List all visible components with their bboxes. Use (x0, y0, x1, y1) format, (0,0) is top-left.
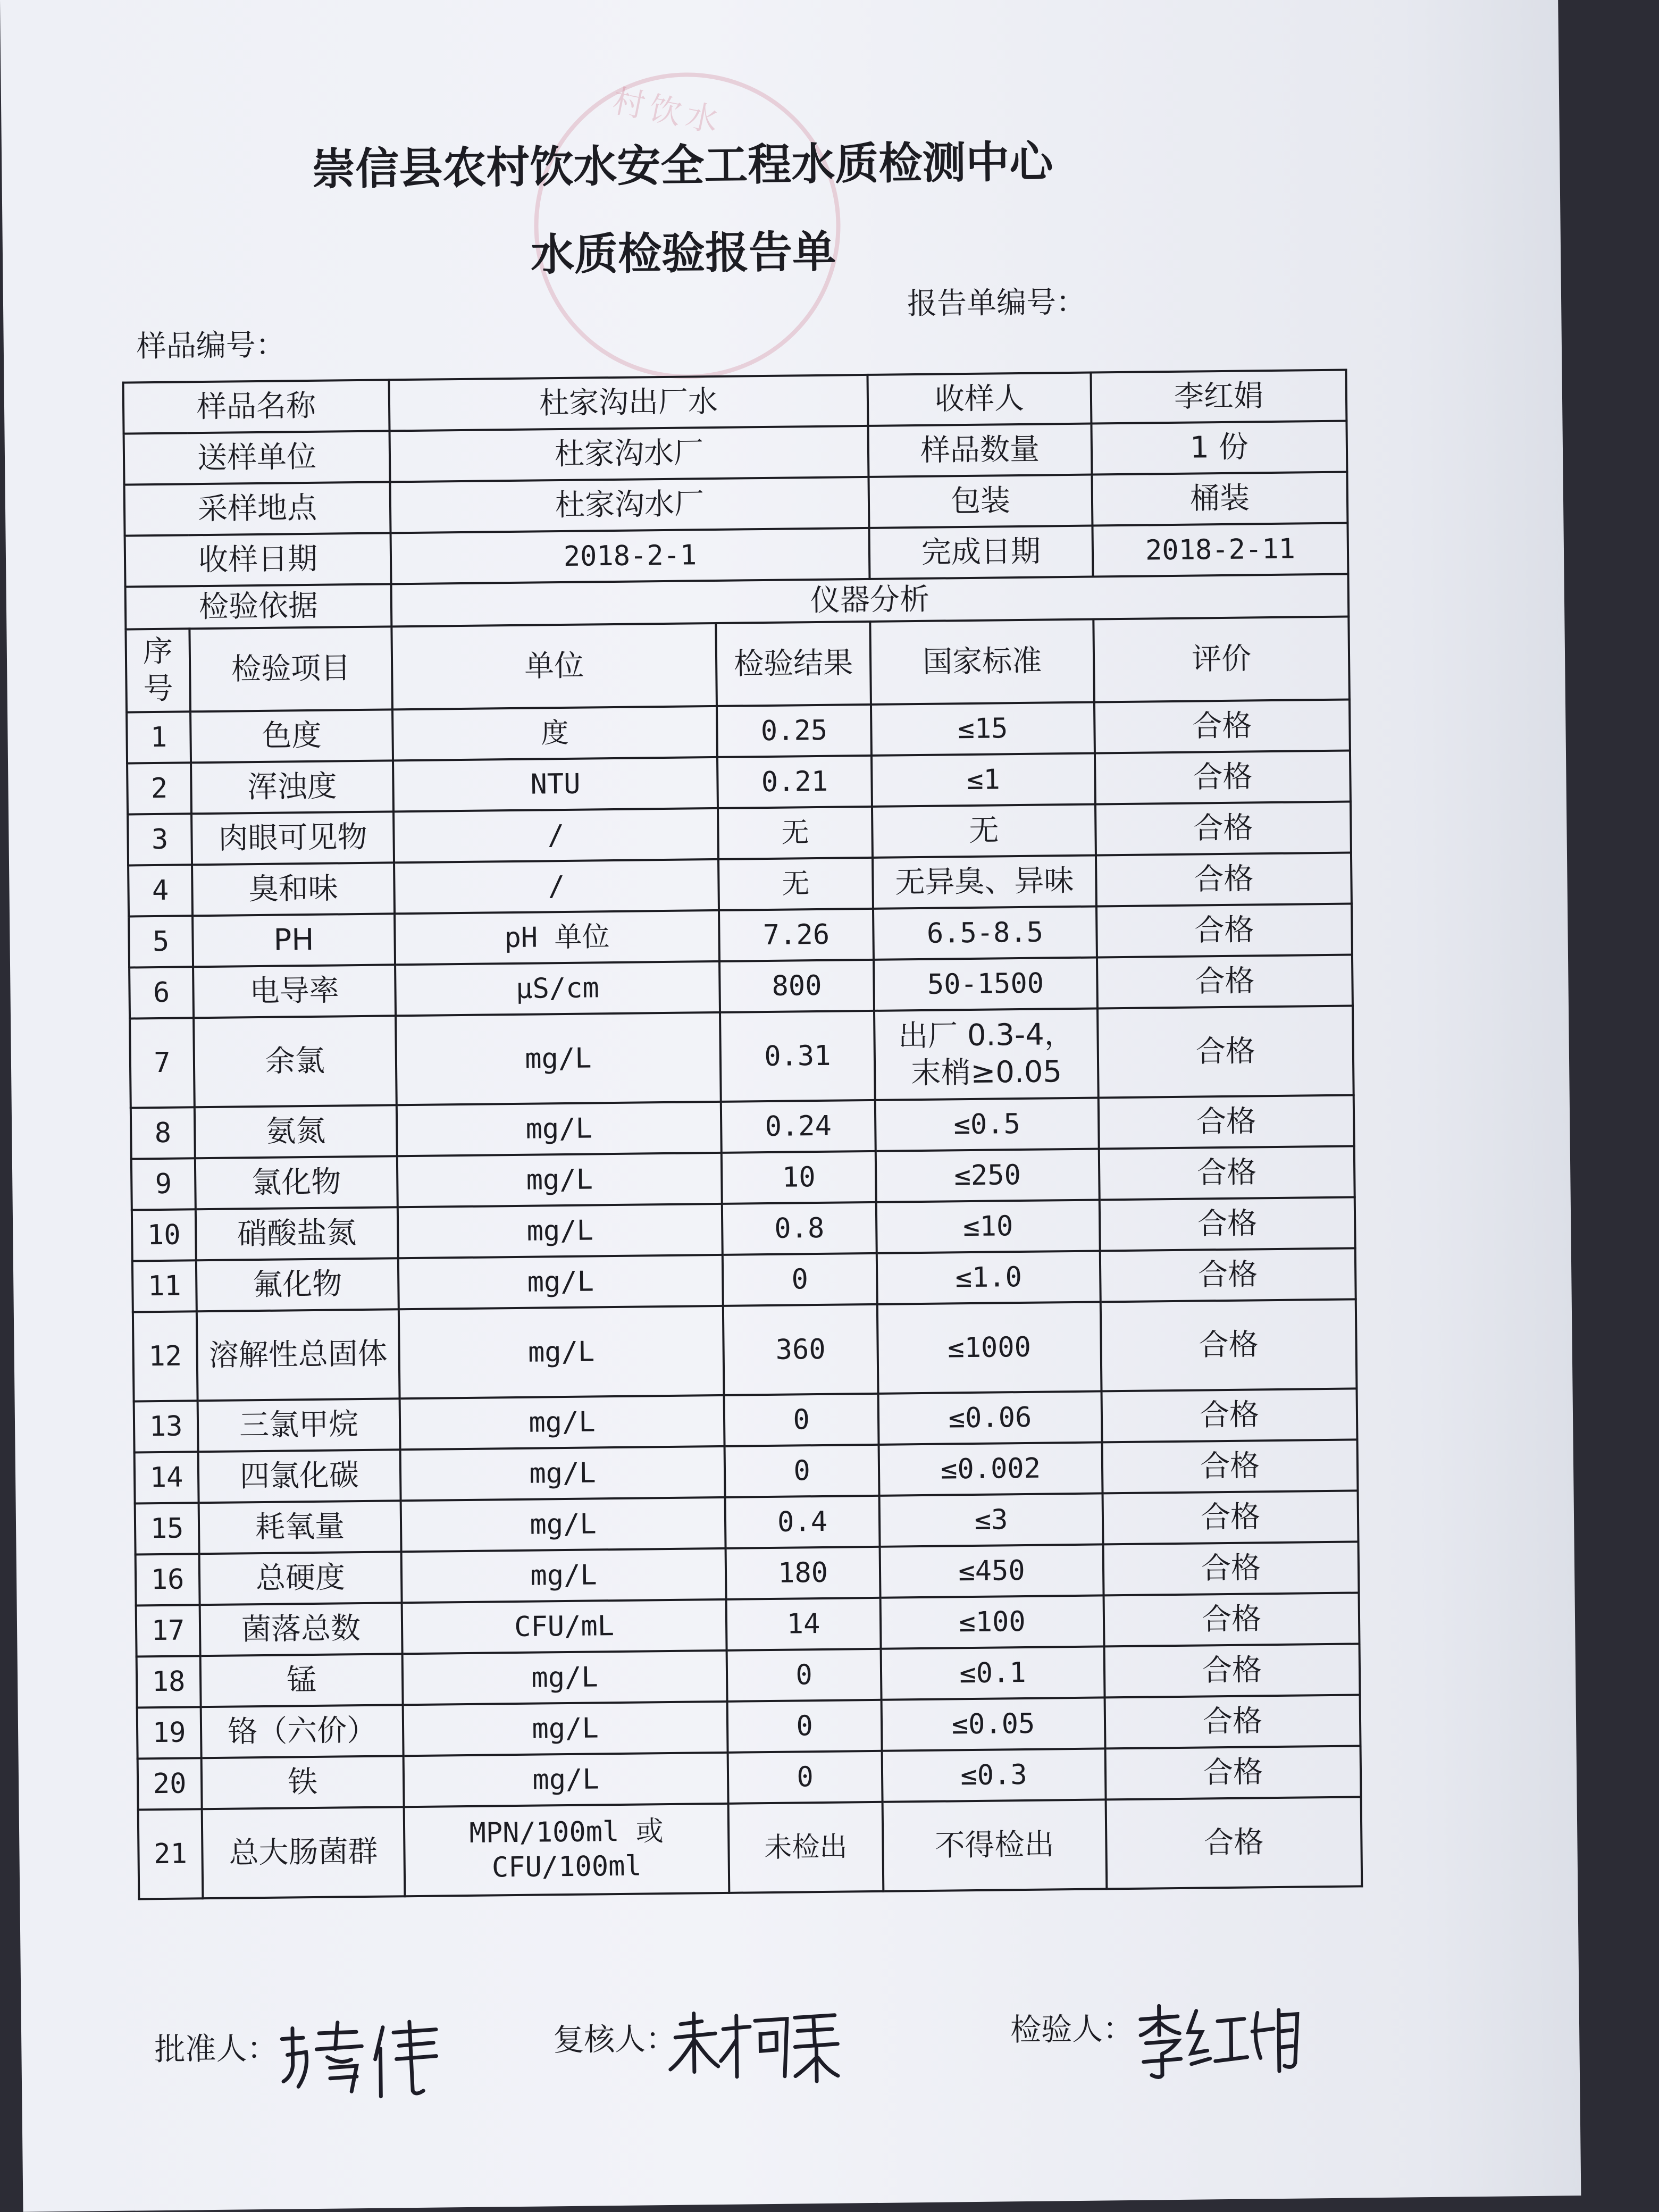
basis-label: 检验依据 (125, 584, 392, 629)
result-rows (127, 699, 1362, 1899)
cell-evaluation: 合格 (1099, 1095, 1354, 1149)
cell-unit: mg/L (398, 1255, 723, 1309)
cell-item: 铬（六价） (201, 1705, 404, 1758)
cell-standard: ≤0.05 (882, 1697, 1105, 1750)
cell-item: 氨氮 (195, 1105, 397, 1158)
cell-unit: mg/L (397, 1153, 722, 1207)
cell-evaluation: 合格 (1097, 954, 1353, 1008)
cell-unit: mg/L (400, 1395, 725, 1449)
cell-standard: ≤0.1 (881, 1646, 1105, 1699)
cell-evaluation: 合格 (1105, 1746, 1361, 1799)
cell-evaluation: 合格 (1097, 1006, 1354, 1097)
cell-item: 锰 (200, 1654, 403, 1707)
cell-result: 0 (724, 1394, 879, 1446)
cell-standard: ≤0.3 (882, 1748, 1106, 1802)
cell-item: 电导率 (193, 965, 396, 1018)
cell-standard: ≤0.002 (879, 1442, 1103, 1495)
quantity-value: 1 份 (1091, 421, 1347, 475)
reviewer-label: 复核人： (552, 2020, 677, 2058)
cell-no: 5 (129, 916, 193, 967)
cell-unit: mg/L (401, 1497, 726, 1552)
cell-item: 总硬度 (199, 1552, 402, 1605)
cell-result: 7.26 (719, 909, 874, 961)
cell-unit: mg/L (403, 1650, 727, 1705)
cell-no: 18 (137, 1656, 201, 1707)
quantity-label: 样品数量 (868, 424, 1092, 477)
cell-result: 0.24 (721, 1100, 876, 1153)
cell-unit: mg/L (396, 1012, 721, 1105)
cell-standard: 不得检出 (883, 1799, 1107, 1891)
cell-evaluation: 合格 (1105, 1695, 1361, 1748)
cell-standard: ≤1 (872, 753, 1095, 807)
cell-item: 总大肠菌群 (202, 1807, 405, 1898)
cell-result: 0.4 (725, 1496, 880, 1548)
cell-evaluation: 合格 (1103, 1490, 1359, 1544)
cell-item: 四氯化碳 (198, 1449, 401, 1503)
reviewer-signature (665, 2007, 847, 2089)
cell-result: 360 (723, 1304, 878, 1395)
cell-evaluation: 合格 (1103, 1541, 1359, 1595)
inspection-table (122, 369, 1363, 1900)
cell-item: 余氯 (194, 1016, 397, 1107)
receive-date-label: 收样日期 (125, 533, 391, 586)
cell-evaluation: 合格 (1096, 852, 1352, 906)
cell-evaluation: 合格 (1100, 1197, 1355, 1251)
cell-item: 氯化物 (195, 1156, 398, 1209)
cell-no: 15 (135, 1503, 199, 1554)
complete-date-label: 完成日期 (869, 526, 1093, 579)
col-header-standard: 国家标准 (870, 619, 1094, 705)
cell-item: 三氯甲烷 (198, 1398, 400, 1452)
cell-item: 氟化物 (196, 1258, 399, 1311)
cell-no: 17 (136, 1605, 200, 1656)
cell-evaluation: 合格 (1104, 1644, 1360, 1697)
cell-result: 0.31 (720, 1011, 875, 1102)
complete-date-value: 2018-2-11 (1092, 523, 1348, 577)
cell-standard: 出厂 0.3-4， 末梢≥0.05 (874, 1008, 1099, 1100)
cell-item: 浑浊度 (191, 760, 393, 814)
cell-no: 9 (131, 1158, 196, 1210)
cell-result: 10 (722, 1151, 876, 1204)
basis-value: 仪器分析 (391, 574, 1349, 627)
cell-result: 14 (726, 1598, 881, 1650)
cell-evaluation: 合格 (1099, 1146, 1355, 1200)
cell-standard: 6.5-8.5 (873, 907, 1097, 960)
cell-no: 2 (127, 763, 191, 814)
package-value: 桶装 (1092, 472, 1347, 526)
cell-standard: ≤1000 (877, 1302, 1102, 1393)
stamp-text: 村饮水 (609, 82, 727, 141)
cell-item: 菌落总数 (200, 1603, 403, 1656)
cell-result: 无 (718, 858, 873, 910)
inspector-label: 检验人： (1010, 2010, 1134, 2048)
col-header-evaluation: 评价 (1093, 617, 1350, 702)
col-header-item: 检验项目 (189, 626, 392, 711)
cell-unit: μS/cm (395, 961, 720, 1016)
cell-item: 肉眼可见物 (191, 811, 394, 865)
cell-standard: ≤15 (871, 702, 1095, 756)
cell-no: 13 (134, 1401, 198, 1452)
cell-no: 12 (133, 1311, 198, 1401)
sender-value: 杜家沟水厂 (390, 426, 869, 482)
cell-standard: 无异臭、异味 (873, 856, 1096, 909)
cell-no: 14 (135, 1452, 199, 1503)
cell-unit: / (393, 808, 718, 862)
approver-signature (276, 2016, 458, 2103)
table-row (130, 1006, 1354, 1108)
cell-unit: mg/L (401, 1548, 726, 1603)
cell-result: 0.8 (722, 1202, 877, 1255)
cell-unit: pH 单位 (395, 910, 719, 965)
cell-item: 耗氧量 (199, 1501, 401, 1554)
cell-evaluation: 合格 (1095, 750, 1351, 804)
col-header-result: 检验结果 (716, 622, 871, 706)
cell-result: 未检出 (728, 1802, 884, 1893)
cell-result: 0 (728, 1751, 883, 1804)
cell-evaluation: 合格 (1096, 903, 1352, 957)
cell-unit: mg/L (404, 1753, 728, 1807)
cell-evaluation: 合格 (1095, 801, 1351, 855)
table-row (138, 1797, 1362, 1899)
cell-standard: ≤1.0 (877, 1251, 1101, 1304)
cell-standard: ≤3 (879, 1493, 1103, 1546)
report-number-label: 报告单编号： (907, 284, 1086, 322)
sample-name-value: 杜家沟出厂水 (389, 375, 868, 431)
cell-item: 硝酸盐氮 (196, 1207, 398, 1260)
col-header-no: 序号 (125, 629, 190, 712)
cell-unit: mg/L (397, 1102, 722, 1156)
approver-label: 批准人： (154, 2030, 278, 2068)
cell-result: 0.25 (717, 705, 872, 757)
cell-result: 无 (718, 807, 873, 859)
cell-result: 0 (727, 1700, 882, 1753)
cell-evaluation: 合格 (1100, 1248, 1356, 1302)
cell-evaluation: 合格 (1101, 1299, 1357, 1391)
report-title: 水质检验报告单 (530, 227, 836, 281)
cell-unit: MPN/100ml 或 CFU/100ml (404, 1804, 730, 1896)
cell-unit: NTU (393, 757, 718, 811)
cell-no: 19 (137, 1707, 202, 1758)
location-label: 采样地点 (124, 482, 391, 535)
cell-item: 臭和味 (192, 862, 395, 916)
cell-evaluation: 合格 (1094, 699, 1350, 753)
center-name: 崇信县农村饮水安全工程水质检测中心 (311, 137, 1053, 195)
col-header-unit: 单位 (391, 623, 717, 709)
cell-standard: 50-1500 (874, 957, 1097, 1010)
cell-standard: ≤100 (881, 1595, 1104, 1648)
package-label: 包装 (868, 475, 1092, 528)
cell-unit: / (394, 859, 719, 914)
cell-standard: 无 (872, 805, 1096, 858)
cell-no: 20 (138, 1758, 202, 1809)
cell-no: 21 (138, 1809, 203, 1899)
sample-number-label: 样品编号： (136, 328, 286, 364)
cell-evaluation: 合格 (1104, 1593, 1360, 1646)
cell-item: PH (192, 914, 395, 967)
cell-evaluation: 合格 (1106, 1797, 1362, 1889)
cell-no: 3 (128, 814, 192, 865)
cell-no: 8 (131, 1107, 195, 1159)
cell-result: 0 (725, 1445, 879, 1497)
table-row (133, 1299, 1357, 1401)
cell-standard: ≤250 (876, 1149, 1100, 1202)
cell-item: 铁 (202, 1756, 404, 1809)
cell-evaluation: 合格 (1102, 1439, 1358, 1493)
cell-unit: mg/L (400, 1446, 725, 1501)
cell-result: 0.21 (717, 756, 872, 808)
cell-no: 7 (130, 1018, 195, 1108)
cell-standard: ≤450 (880, 1544, 1104, 1597)
cell-item: 溶解性总固体 (197, 1309, 400, 1401)
cell-unit: CFU/mL (402, 1599, 727, 1654)
cell-result: 180 (726, 1547, 881, 1599)
column-header-row (125, 617, 1350, 713)
receive-date-value: 2018-2-1 (391, 528, 870, 584)
receiver-label: 收样人 (867, 373, 1091, 426)
cell-no: 4 (128, 865, 192, 916)
cell-standard: ≤10 (876, 1200, 1100, 1253)
cell-no: 11 (132, 1260, 197, 1312)
cell-result: 0 (727, 1649, 882, 1702)
cell-no: 16 (136, 1554, 200, 1605)
cell-item: 色度 (190, 709, 393, 763)
cell-result: 0 (723, 1253, 877, 1306)
cell-no: 1 (127, 711, 191, 763)
cell-unit: mg/L (398, 1204, 723, 1258)
inspector-signature (1133, 1999, 1304, 2081)
location-value: 杜家沟水厂 (390, 477, 869, 533)
cell-no: 6 (129, 967, 194, 1018)
cell-evaluation: 合格 (1102, 1388, 1358, 1442)
sender-label: 送样单位 (124, 431, 390, 484)
cell-unit: mg/L (399, 1306, 724, 1398)
cell-unit: 度 (392, 706, 717, 760)
cell-standard: ≤0.5 (875, 1097, 1099, 1151)
sample-name-label: 样品名称 (123, 380, 390, 433)
cell-no: 10 (132, 1209, 196, 1261)
cell-standard: ≤0.06 (878, 1391, 1102, 1444)
cell-unit: mg/L (403, 1702, 728, 1756)
receiver-value: 李红娟 (1091, 370, 1346, 424)
cell-result: 800 (719, 960, 874, 1012)
